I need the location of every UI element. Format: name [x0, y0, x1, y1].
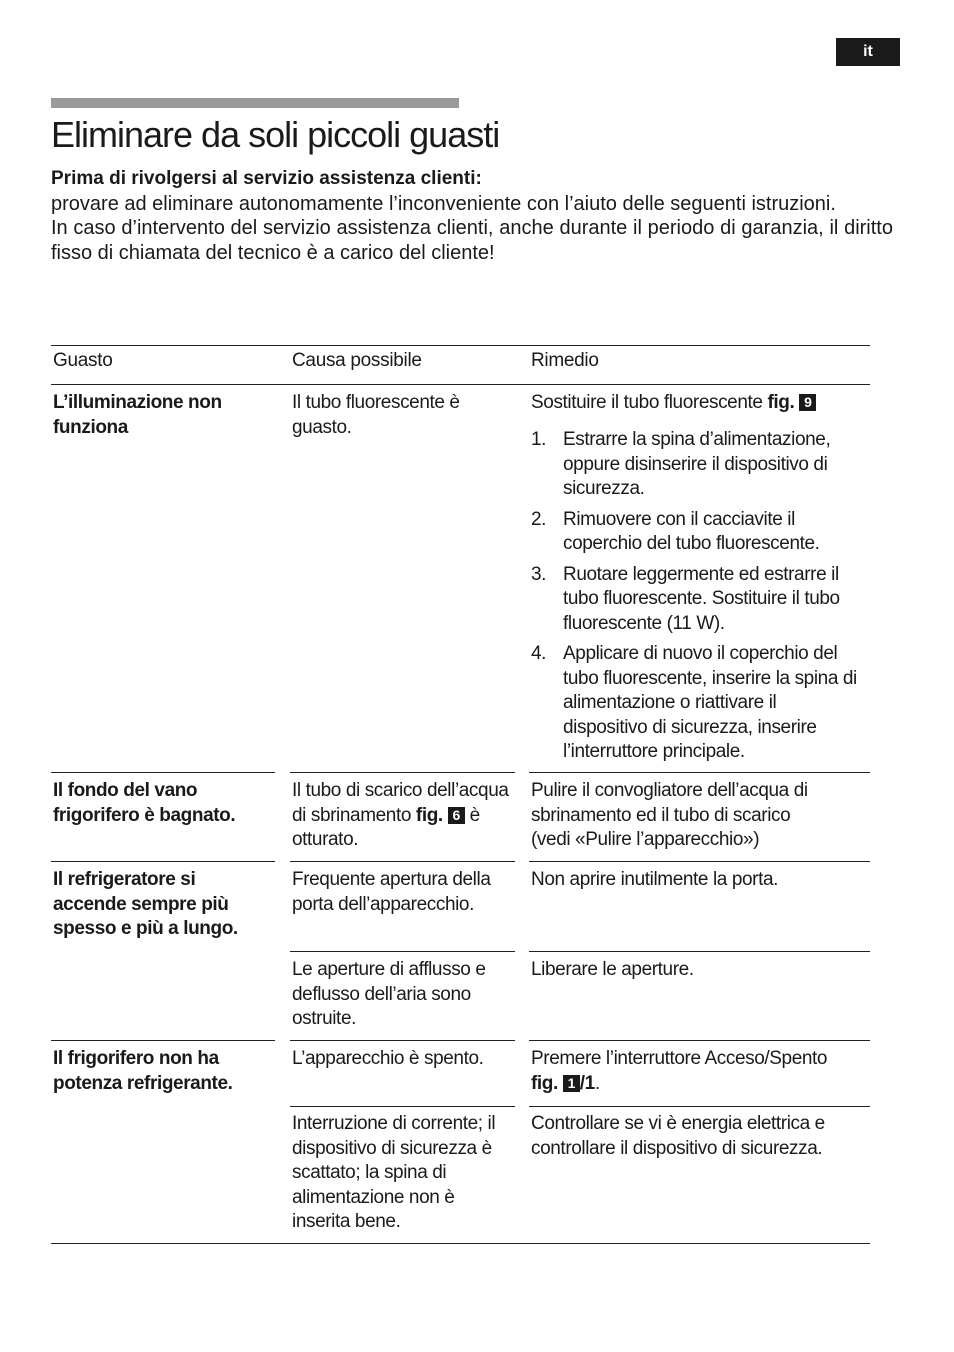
row3-cause-a: Frequente apertura della porta dell’apparecchio. [292, 869, 491, 915]
header-remedy: Rimedio [531, 350, 599, 371]
row1-remedy-text: Sostituire il tubo fluorescente [531, 392, 763, 413]
row-rule [290, 1106, 515, 1107]
intro-paragraph-1: provare ad eliminare autonomamente l’inconveniente con l’aiuto delle seguenti istruzioni. [51, 192, 836, 215]
row3-cause-b: Le aperture di afflusso e deflusso dell’aria sono ostruite. [292, 959, 486, 1029]
list-item: 2. Rimuovere con il cacciavite il coperchio del tubo fluorescente. [531, 508, 820, 554]
row2-remedy: Pulire il convogliatore dell’acqua di sbrinamento ed il tubo di scarico (vedi «Pulire l’apparecchio») [531, 780, 808, 850]
row-rule [290, 951, 515, 952]
table-header-rule [51, 384, 870, 385]
row1-remedy-intro [531, 391, 861, 416]
row2-fault: Il fondo del vano frigorifero è bagnato. [53, 780, 236, 826]
row1-fault: L’illuminazione non funziona [53, 392, 222, 438]
row-rule [529, 951, 870, 952]
row1-steps-list [531, 428, 861, 771]
row4-cause-a: L’apparecchio è spento. [292, 1048, 484, 1069]
figure-1-badge: 1 [563, 1075, 580, 1092]
row-rule [290, 772, 515, 773]
row-rule [290, 1040, 515, 1041]
row2-fig-label: fig. [415, 804, 443, 826]
row4-fault: Il frigorifero non ha potenza refrigerante. [53, 1048, 233, 1094]
language-tab: it [836, 38, 900, 66]
row4-cause-b: Interruzione di corrente; il dispositivo di sicurezza è scattato; la spina di alimentazione non è inserita bene. [292, 1113, 496, 1232]
row-rule [51, 1040, 275, 1041]
list-item: 1. Estrarre la spina d’alimentazione, oppure disinserire il dispositivo di sicurezza. [531, 429, 831, 499]
row3-remedy-b: Liberare le aperture. [531, 959, 694, 980]
row-rule [51, 772, 275, 773]
header-fault: Guasto [53, 350, 113, 371]
intro-lead: Prima di rivolgersi al servizio assistenza clienti: [51, 168, 482, 189]
list-item: 3. Ruotare leggermente ed estrarre il tubo fluorescente. Sostituire il tubo fluorescente (11 W). [531, 563, 840, 634]
row-rule [529, 1106, 870, 1107]
table-bottom-rule [51, 1243, 870, 1244]
row-rule [290, 861, 515, 862]
row3-fault: Il refrigeratore si accende sempre più spesso e più a lungo. [53, 869, 238, 939]
intro-section [51, 167, 893, 265]
figure-9-badge: 9 [799, 394, 816, 411]
figure-6-badge: 6 [448, 807, 465, 824]
row4-remedy-b: Controllare se vi è energia elettrica e controllare il dispositivo di sicurezza. [531, 1113, 825, 1159]
row2-cause: Il tubo di scarico dell’acqua di sbrinamento fig. 6 è otturato. [292, 780, 509, 850]
list-item: 4. Applicare di nuovo il coperchio del tubo fluorescente, inserire la spina di alimentazione o riattivare il dispositivo di sicurezza, inserire l’interruttore principale. [531, 643, 857, 762]
table-top-rule [51, 345, 870, 346]
row-rule [529, 861, 870, 862]
title-accent-bar [51, 98, 459, 108]
row-rule [51, 861, 275, 862]
intro-paragraph-2: In caso d’intervento del servizio assistenza clienti, anche durante il periodo di garanzia, il diritto fisso di chiamata del tecnico è a carico del cliente! [51, 217, 893, 264]
row4-remedy-a: Premere l’interruttore Acceso/Spento fig. 1 /1. [531, 1048, 828, 1094]
header-cause: Causa possibile [292, 350, 422, 371]
row1-fig-label: fig. [767, 392, 795, 413]
page-title: Eliminare da soli piccoli guasti [51, 114, 500, 155]
row4-fig-label: fig. [531, 1072, 558, 1094]
row3-remedy-a: Non aprire inutilmente la porta. [531, 869, 779, 890]
row1-cause: Il tubo fluorescente è guasto. [292, 392, 460, 438]
row-rule [529, 772, 870, 773]
row-rule [529, 1040, 870, 1041]
